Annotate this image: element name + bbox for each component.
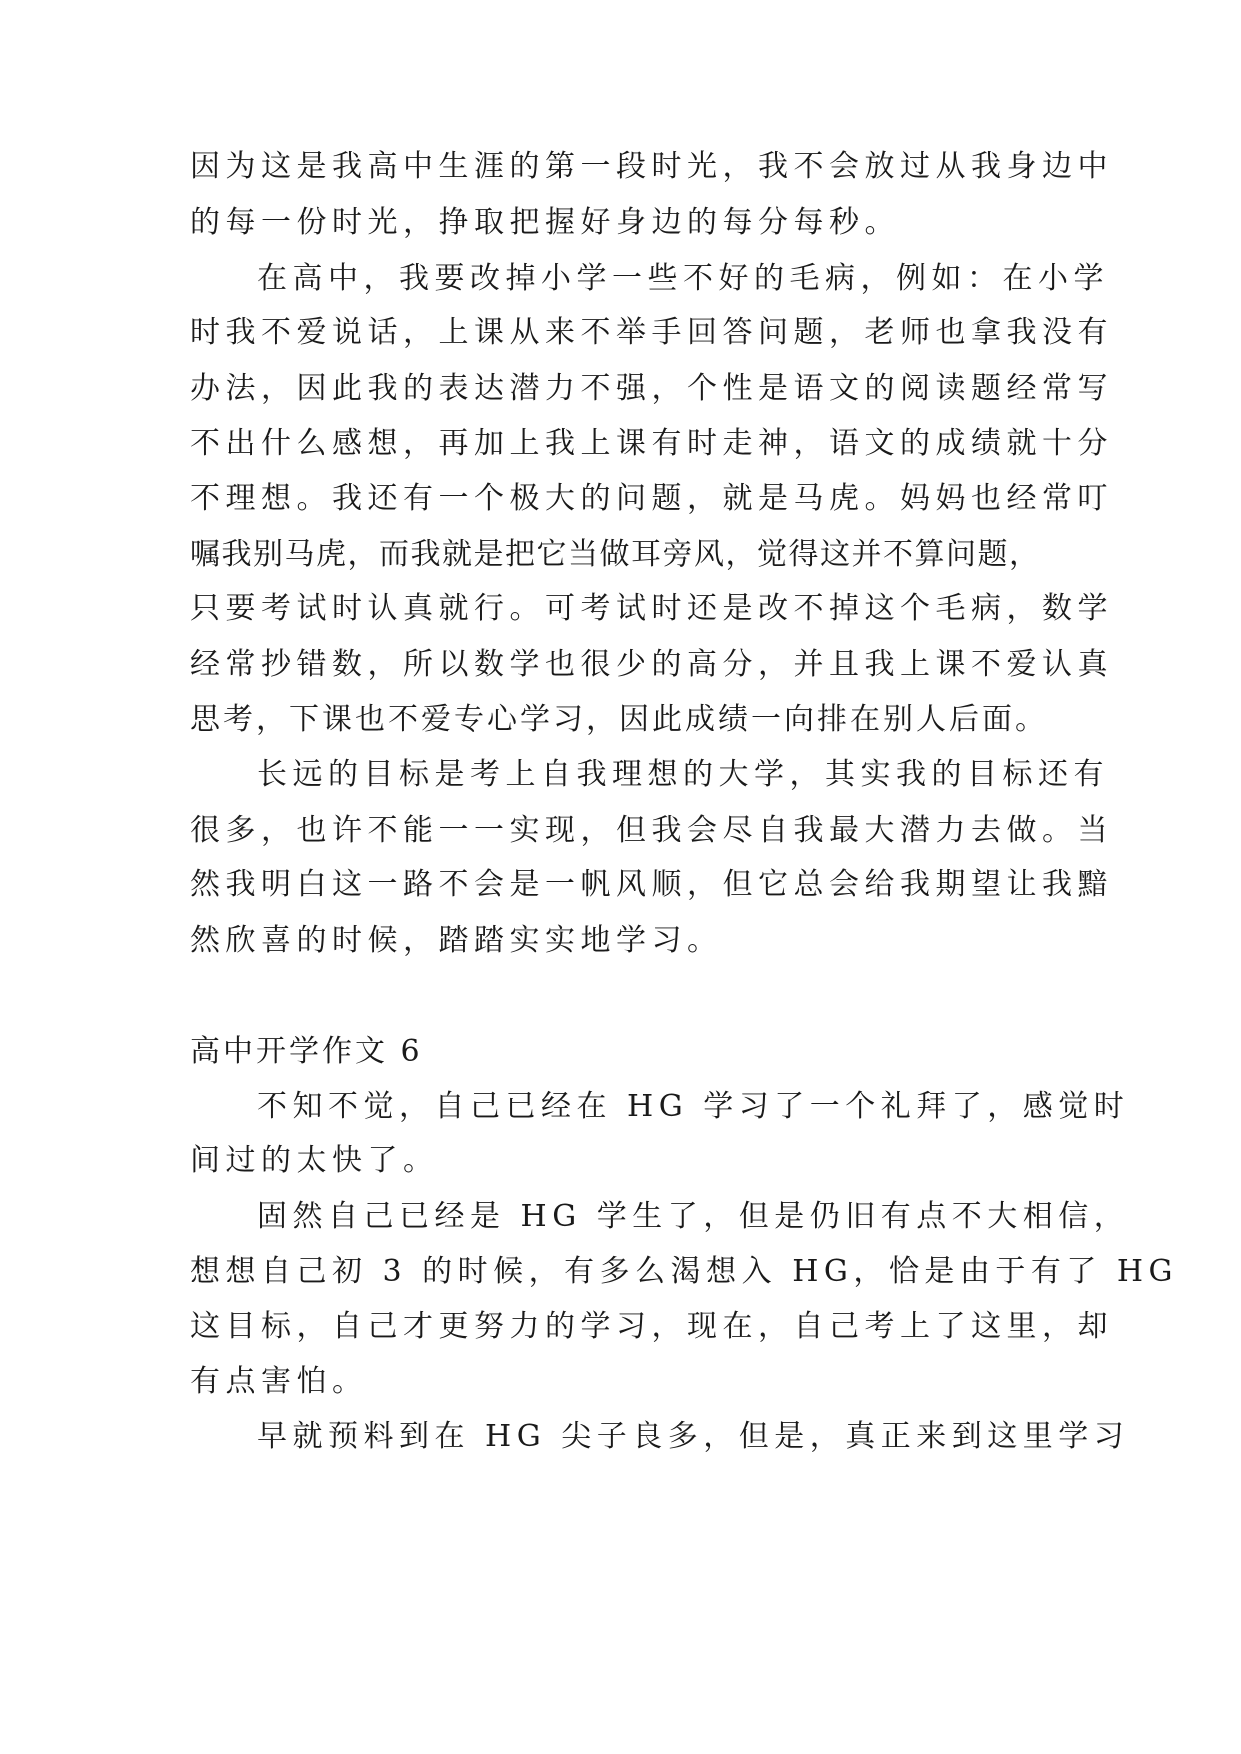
text-line: 嘱我别马虎，而我就是把它当做耳旁风，觉得这并不算问题， (190, 537, 1041, 572)
text-line: 间过的太快了。 (190, 1143, 439, 1178)
text-line: 这目标，自己才更努力的学习，现在，自己考上了这里，却 (190, 1309, 1113, 1344)
text-line: 办法，因此我的表达潜力不强，个性是语文的阅读题经常写 (190, 371, 1113, 406)
text-line: 时我不爱说话，上课从来不举手回答问题，老师也拿我没有 (190, 315, 1113, 350)
text-line: 经常抄错数，所以数学也很少的高分，并且我上课不爱认真 (190, 647, 1113, 682)
text-line: 的每一份时光，挣取把握好身边的每分每秒。 (190, 205, 900, 240)
text-line: 思考，下课也不爱专心学习，因此成绩一向排在别人后面。 (190, 702, 1048, 737)
text-line: 不理想。我还有一个极大的问题，就是马虎。妈妈也经常叮 (190, 481, 1113, 516)
text-line: 早就预料到在 HG 尖子良多，但是，真正来到这里学习 (257, 1419, 1130, 1454)
text-line: 在高中，我要改掉小学一些不好的毛病，例如：在小学 (257, 261, 1109, 296)
text-line: 然欣喜的时候，踏踏实实地学习。 (190, 923, 723, 958)
text-line: 然我明白这一路不会是一帆风顺，但它总会给我期望让我黯 (190, 867, 1113, 902)
text-line: 想想自己初 3 的时候，有多么渴想入 HG，恰是由于有了 HG (190, 1254, 1178, 1289)
section-title: 高中开学作文 6 (190, 1034, 423, 1069)
text-line: 固然自己已经是 HG 学生了，但是仍旧有点不大相信， (257, 1199, 1130, 1234)
text-line: 很多，也许不能一一实现，但我会尽自我最大潜力去做。当 (190, 813, 1113, 848)
text-line: 不出什么感想，再加上我上课有时走神，语文的成绩就十分 (190, 426, 1113, 461)
text-line: 有点害怕。 (190, 1364, 368, 1399)
text-line: 只要考试时认真就行。可考试时还是改不掉这个毛病，数学 (190, 591, 1113, 626)
text-line: 长远的目标是考上自我理想的大学，其实我的目标还有 (257, 757, 1109, 792)
text-line: 不知不觉，自己已经在 HG 学习了一个礼拜了，感觉时 (257, 1089, 1130, 1124)
text-line: 因为这是我高中生涯的第一段时光，我不会放过从我身边中 (190, 149, 1113, 184)
